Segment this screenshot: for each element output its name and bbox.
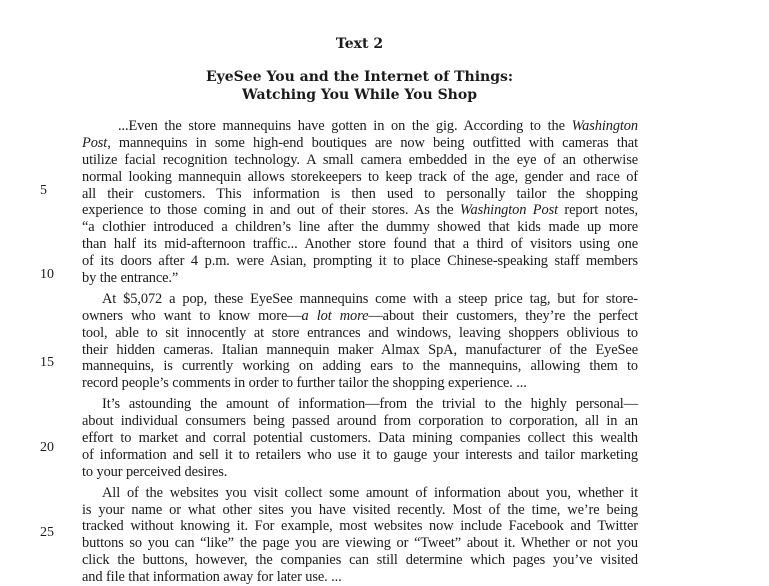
paragraph-2-line-3: tool, able to sit innocently at store entrances and windows, leaving shoppers oblivious to: [82, 324, 638, 341]
italic-run: a lot more: [301, 307, 369, 324]
paragraph-4-line-4: buttons so you can “like” the page you are viewing or “Tweet” about it. Whether or not you: [82, 535, 638, 552]
paragraph-4-line-1: All of the websites you visit collect some amount of information about you, whether it: [102, 484, 638, 501]
paragraph-4-line-3: tracked without knowing it. For example, most websites now include Facebook and Twitter: [82, 518, 638, 535]
paragraph-1-line-4: normal looking mannequin allows storekeepers to keep track of the age, gender and race of: [82, 168, 638, 185]
paragraph-1-line-10: by the entrance.”: [82, 270, 179, 287]
paragraph-3-line-3: effort to market and corral potential customers. Data mining companies collect this wealth: [82, 430, 638, 447]
paragraph-3-line-1: It’s astounding the amount of information—from the trivial to the highly personal—: [102, 396, 638, 413]
text-run: experience to those coming in and out of their stores. As the: [82, 202, 460, 219]
text-run: —about their customers, they’re the perfect: [368, 307, 639, 324]
line-number-10: 10: [40, 267, 54, 282]
italic-run: Washington Post: [459, 202, 558, 219]
paragraph-4-line-6: and file that information away for later use. ...: [82, 569, 342, 586]
paragraph-1-line-3: utilize facial recognition technology. A small camera embedded in the eye of an otherwise: [82, 151, 638, 168]
paragraph-1-line-9: of its doors after 4 p.m. were Asian, prompting it to place Chinese-speaking staff members: [82, 253, 638, 270]
text-run: report notes,: [557, 202, 638, 219]
article-title-line-1: EyeSee You and the Internet of Things:: [205, 69, 514, 85]
line-number-25: 25: [40, 525, 54, 540]
paragraph-1-line-7: “a clothier introduced a children’s line after the dummy showed that kids made up more: [82, 219, 638, 236]
paragraph-2-line-6: record people’s comments in order to further tailor the shopping experience. ...: [82, 375, 527, 392]
text-run: , mannequins in some high-end boutiques are now being outfitted with cameras that: [107, 134, 638, 151]
paragraph-2-line-1: At $5,072 a pop, these EyeSee mannequins come with a steep price tag, but for store-: [102, 290, 638, 307]
paragraph-4-line-5: click the buttons, however, the companies can still determine which pages you’ve visited: [82, 552, 638, 569]
paragraph-1-line-5: all their customers. This information is then used to personally tailor the shopping: [82, 185, 638, 202]
paragraph-2-line-4: their hidden cameras. Italian mannequin maker Almax SpA, manufacturer of the EyeSee: [82, 341, 638, 358]
text-heading: Text 2: [335, 36, 384, 52]
article-title: [0, 68, 719, 104]
line-number-5: 5: [40, 183, 47, 198]
paragraph-3-line-5: to your perceived desires.: [82, 463, 228, 480]
article-body: [82, 118, 638, 586]
italic-run: Post: [82, 134, 108, 151]
paragraph-4-line-2: is your name or what other sites you have visited recently. Most of the time, we’re being: [82, 501, 638, 518]
paragraph-1-line-2: [82, 135, 638, 152]
paragraph-1-line-1: [82, 118, 638, 135]
paragraph-3-line-2: about individual consumers being passed around from corporation to corporation, all in an: [82, 413, 638, 430]
text-run: owners who want to know more—: [82, 307, 302, 324]
paragraph-3-line-4: of information and sell it to retailers who use it to gauge your interests and tailor marketing: [82, 446, 638, 463]
line-number-20: 20: [40, 440, 54, 455]
paragraph-2-line-2: [82, 308, 638, 325]
article-title-line-2: Watching You While You Shop: [242, 87, 477, 103]
paragraph-1-line-6: [82, 202, 638, 219]
line-number-15: 15: [40, 355, 54, 370]
paragraph-2-line-5: mannequins, is currently working on adding ears to the mannequins, allowing them to: [82, 358, 638, 375]
paragraph-1-line-8: than half its mid-afternoon traffic... Another store found that a third of visitors using one: [82, 236, 638, 253]
italic-run: Washington: [571, 118, 638, 134]
text-run: ...Even the store mannequins have gotten in on the gig. According to the: [118, 118, 572, 134]
